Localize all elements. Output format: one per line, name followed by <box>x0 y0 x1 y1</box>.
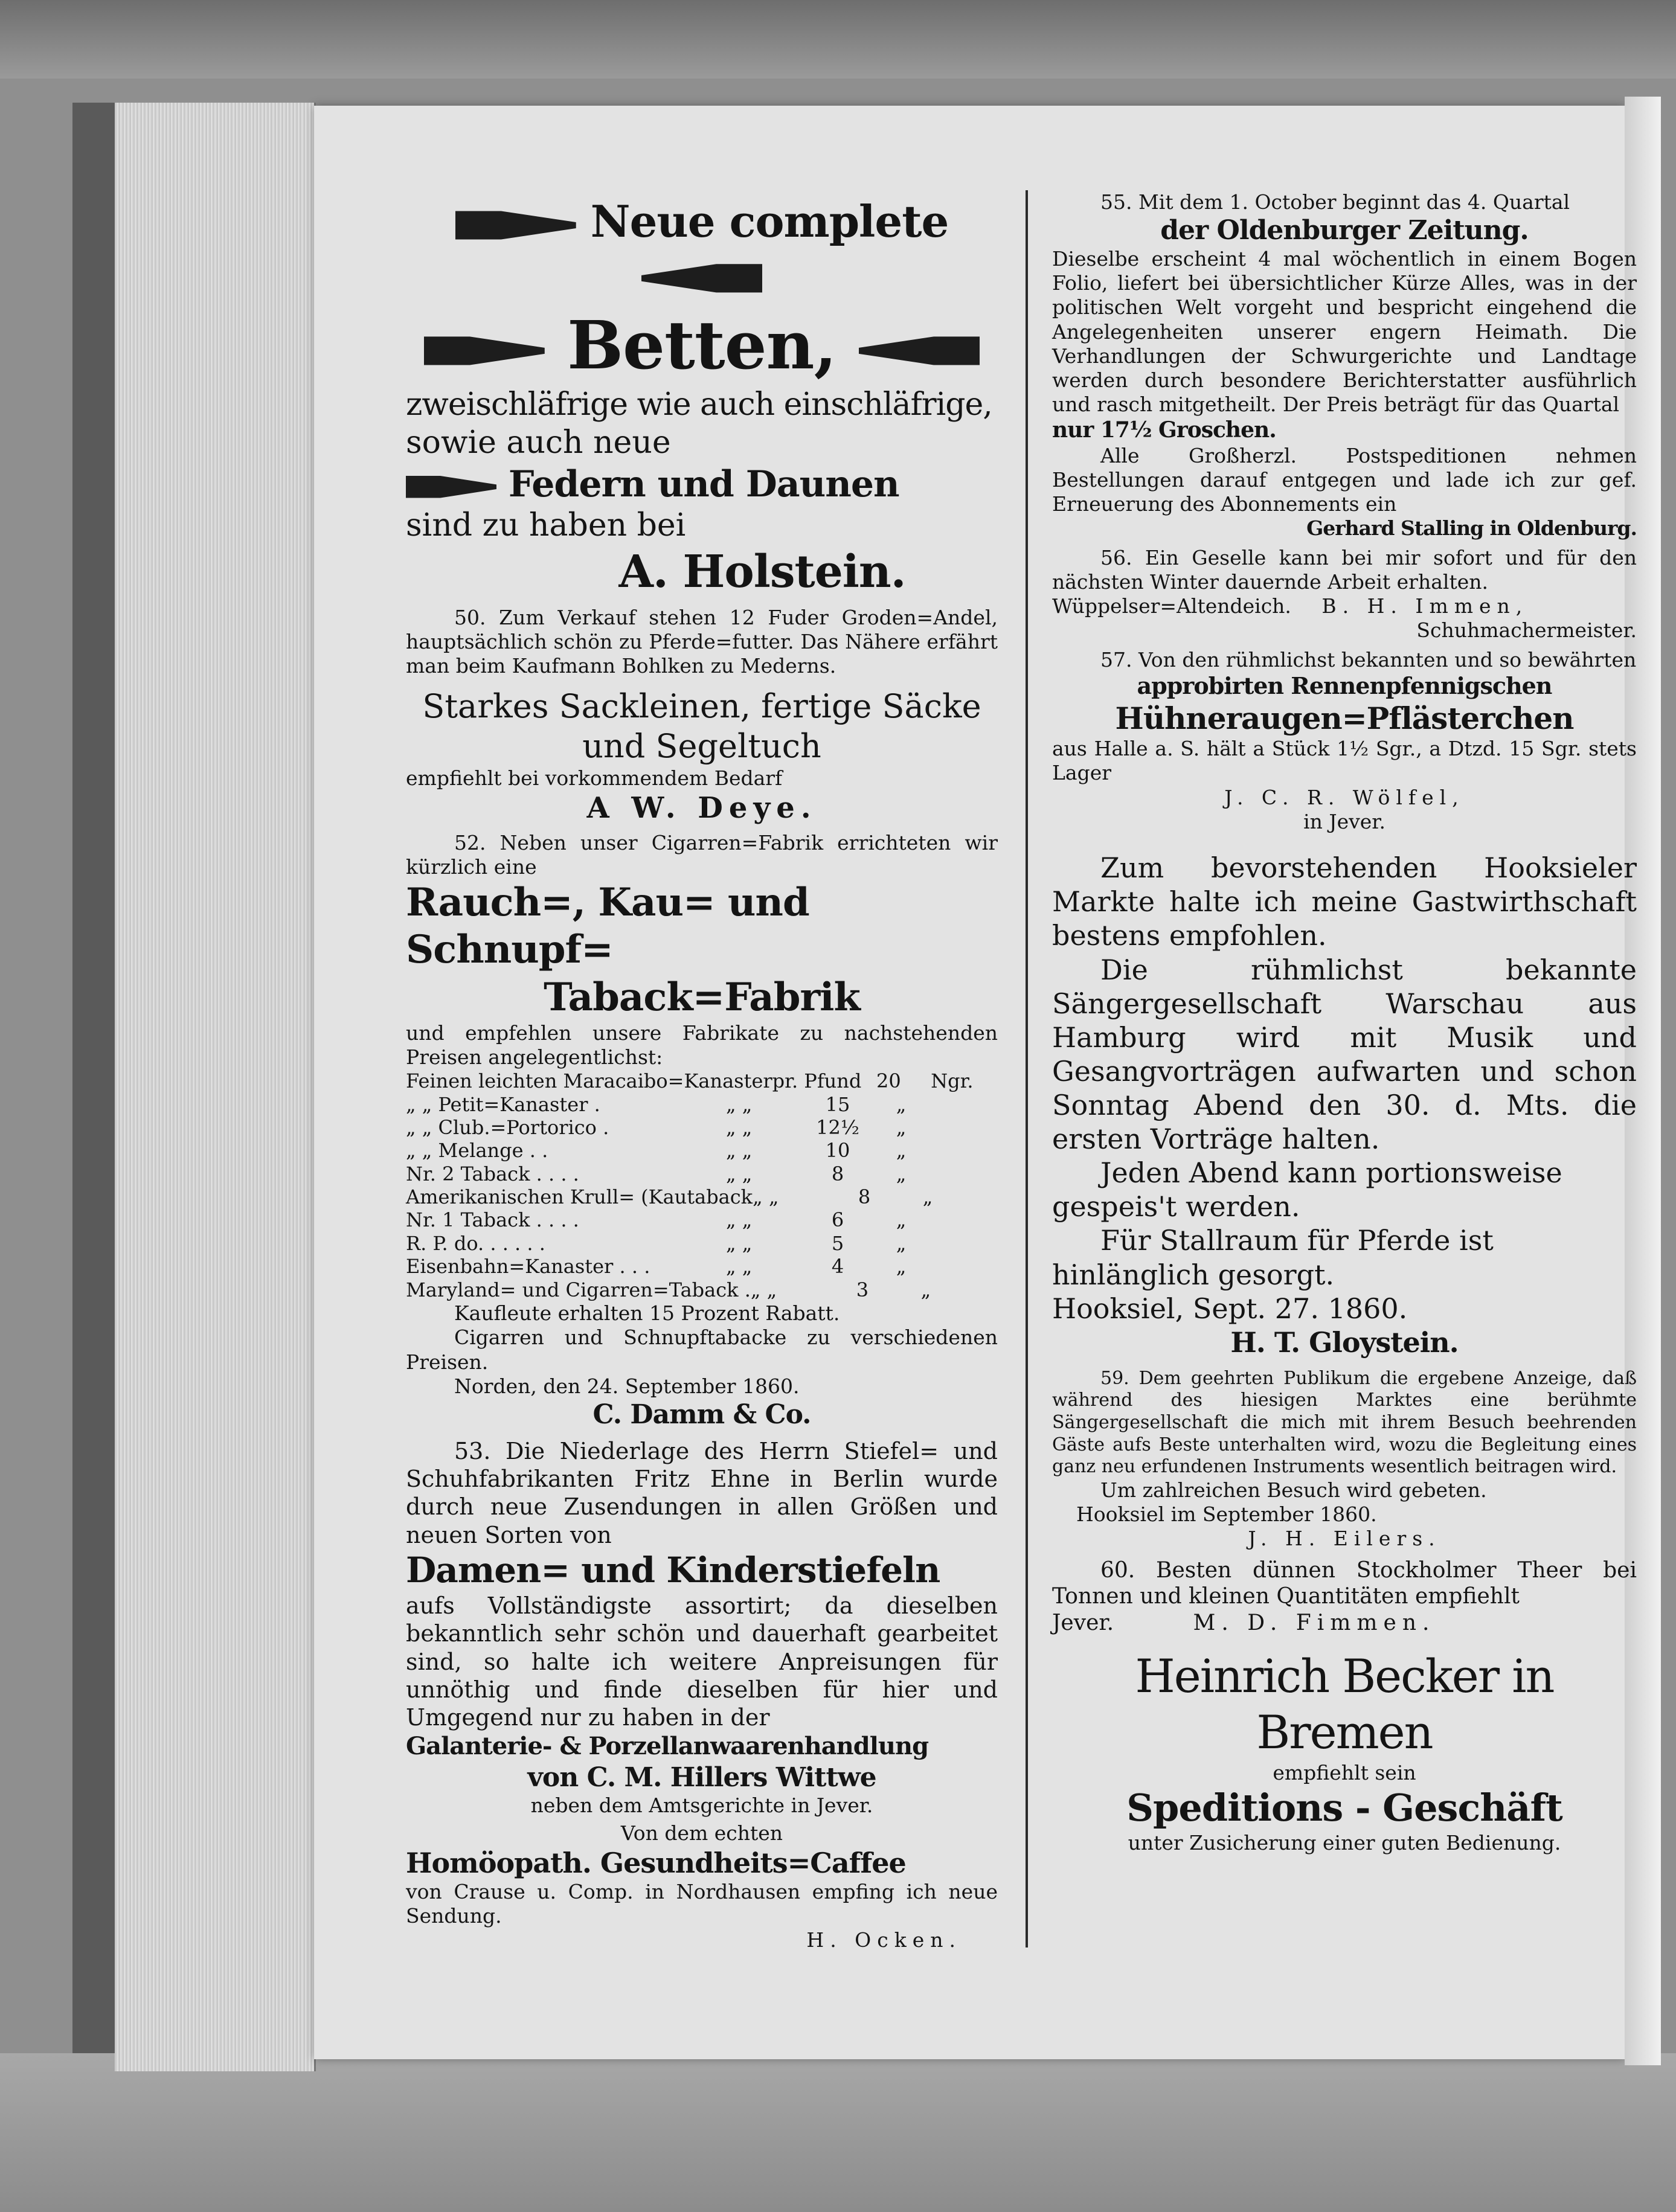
ad-55 <box>1052 190 1637 541</box>
ad-50: 50. Zum Verkauf stehen 12 Fuder Groden=Andel, hauptsächlich schön zu Pferde=futter. Das Nähere erfährt man beim Kaufmann Bohlken zu Mederns. <box>406 605 998 678</box>
ad52-intro: 52. Neben unser Cigarren=Fabrik errichteten wir kürzlich eine <box>406 830 998 879</box>
hooksiel-sign: H. T. Gloystein. <box>1230 1326 1459 1359</box>
ad53-address: neben dem Amtsgerichte in Jever. <box>530 1794 873 1818</box>
table-row: Eisenbahn=Kanaster . . . „ „ 4 „ <box>406 1255 907 1278</box>
ad57-line1: approbirten Rennenpfennigschen <box>1137 672 1552 699</box>
ad-becker <box>1052 1649 1637 1855</box>
betten-line1: zweischläfrige wie auch einschläfrige, <box>406 386 992 423</box>
scan-background-top <box>0 0 1676 79</box>
ad52-text: und empfehlen unsere Fabrikate zu nachstehenden Preisen angelegentlichst: <box>406 1021 998 1069</box>
ad59-request: Um zahlreichen Besuch wird gebeten. <box>1100 1478 1487 1502</box>
ad57-sign: J. C. R. Wölfel, <box>1224 785 1465 809</box>
ad53-shop: Galanterie- & Porzellanwaarenhandlung <box>406 1731 929 1760</box>
becker-line3: unter Zusicherung einer guten Bedienung. <box>1128 1830 1561 1855</box>
ad59-date: Hooksiel im September 1860. <box>1076 1502 1377 1527</box>
ad56-place: Wüppelser=Altendeich. <box>1052 594 1291 618</box>
ad52-cigars: Cigarren und Schnupftabacke zu verschiedenen Preisen. <box>406 1326 998 1374</box>
ad-60 <box>1052 1557 1637 1637</box>
ad59-text: 59. Dem geehrten Publikum die ergebene Anzeige, daß während des hiesigen Marktes eine berühmte Sängergesellschaft die mich mit ihrem Besuch beehrenden Gäste aufs Beste unterhalten wird, wozu die Begleitung eines ganz neu erfundenen Instruments wesentlich beitragen wird. <box>1052 1367 1637 1478</box>
table-row: Amerikanischen Krull= (Kautaback „ „ 8 „ <box>406 1185 933 1209</box>
ad57-text: aus Halle a. S. hält a Stück 1½ Sgr., a Dtzd. 15 Sgr. stets Lager <box>1052 737 1637 785</box>
pointing-hand-icon <box>406 472 496 501</box>
ad-coffee <box>406 1821 998 1952</box>
sack-line2: und Segeltuch <box>582 727 821 766</box>
coffee-line1: Von dem echten <box>620 1821 783 1845</box>
ad56-name: B. H. Immen, <box>1321 594 1529 618</box>
sack-seller: A W. Deye. <box>586 791 817 825</box>
ad55-post: Alle Großherzl. Postspeditionen nehmen Bestellungen darauf entgegen und lade ich zur gef. Erneuerung des Abonnements ein <box>1052 443 1637 516</box>
betten-headline: Neue complete <box>590 196 949 247</box>
left-column <box>406 190 998 1953</box>
betten-seller: A. Holstein. <box>618 546 906 598</box>
pointing-hand-icon <box>641 260 762 297</box>
sack-line3: empfiehlt bei vorkommendem Bedarf <box>406 766 783 790</box>
ad-56 <box>1052 546 1637 643</box>
table-row: „ „ Petit=Kanaster . „ „ 15 „ <box>406 1092 907 1116</box>
ad55-intro: 55. Mit dem 1. October beginnt das 4. Quartal <box>1100 190 1570 214</box>
betten-line3: sind zu haben bei <box>406 507 686 543</box>
coffee-sign: H. Ocken. <box>806 1928 962 1952</box>
becker-heading: Heinrich Becker in Bremen <box>1135 1649 1554 1759</box>
ad55-sign: Gerhard Stalling in Oldenburg. <box>1306 516 1637 540</box>
betten-line2: sowie auch neue <box>406 425 671 461</box>
coffee-heading: Homöopath. Gesundheits=Caffee <box>406 1846 906 1879</box>
ad57-intro: 57. Von den rühmlichst bekannten und so bewährten <box>1100 647 1637 672</box>
ad-59 <box>1052 1368 1637 1551</box>
ad-sackleinen <box>406 687 998 826</box>
ad-57 <box>1052 648 1637 835</box>
table-row: Feinen leichten Maracaibo=Kanaster pr. Pfund 20 Ngr. <box>406 1069 974 1093</box>
ad53-body: aufs Vollständigste assortirt; da dieselben bekanntlich sehr schön und dauerhaft gearbeitet sind, so halte ich weitere Anpreisungen für unnöthig und finde dieselben für hier und Umgegend nur zu haben in der <box>406 1592 998 1731</box>
hooksiel-p4: Für Stallraum für Pferde ist hinlänglich gesorgt. <box>1052 1224 1494 1291</box>
becker-line2: Speditions - Geschäft <box>1126 1785 1562 1830</box>
price-table <box>406 1069 998 1301</box>
ad52-heading1: Rauch=, Kau= und Schnupf= <box>406 880 809 973</box>
ad60-text: 60. Besten dünnen Stockholmer Theer bei Tonnen und kleinen Quantitäten empfiehlt <box>1052 1557 1637 1609</box>
table-row: Maryland= und Cigarren=Taback . „ „ 3 „ <box>406 1278 931 1301</box>
column-divider <box>1026 190 1028 1948</box>
table-row: Nr. 1 Taback . . . . „ „ 6 „ <box>406 1208 907 1232</box>
ad57-line2: Hühneraugen=Pflästerchen <box>1115 700 1574 737</box>
table-row: „ „ Melange . . „ „ 10 „ <box>406 1139 907 1162</box>
right-column <box>1052 190 1637 1855</box>
ad-hooksiel-market <box>1052 851 1637 1359</box>
ad55-body: Dieselbe erscheint 4 mal wöchentlich in einem Bogen Folio, liefert bei übersichtlicher Kürze Alles, was in der politischen Welt vorgeht und bespricht eingehend die Angelegenheiten unserer engern Heimath. Die Verhandlungen der Schwurgerichte und Landtage werden durch besondere Berichterstatter ausführlich und rasch mitgetheilt. Der Preis beträgt für das Quartal <box>1052 246 1637 417</box>
ad57-place: in Jever. <box>1303 809 1385 833</box>
ad55-price: nur 17½ Groschen. <box>1052 417 1276 443</box>
table-row: R. P. do. . . . . . „ „ 5 „ <box>406 1231 907 1255</box>
pointing-hand-icon <box>424 332 545 370</box>
hooksiel-p2: Die rühmlichst bekannte Sängergesellschaft Warschau aus Hamburg wird mit Musik und Gesangvorträgen aufwarten und schon Sonntag Abend den 30. d. Mts. die ersten Vorträge halten. <box>1052 953 1637 1156</box>
ad56-text: 56. Ein Geselle kann bei mir sofort und für den nächsten Winter dauernde Arbeit erhalten. <box>1052 545 1637 594</box>
ad60-place: Jever. <box>1052 1611 1114 1636</box>
pointing-hand-icon <box>859 332 980 370</box>
betten-title: Betten, <box>567 306 836 384</box>
hooksiel-p3: Jeden Abend kann portionsweise gespeis't werden. <box>1052 1156 1562 1223</box>
ad52-date: Norden, den 24. September 1860. <box>454 1374 800 1398</box>
ad-52 <box>406 831 998 1431</box>
ad53-owner: von C. M. Hillers Wittwe <box>527 1762 876 1793</box>
ad52-rabatt: Kaufleute erhalten 15 Prozent Rabatt. <box>454 1301 840 1326</box>
ad53-heading: Damen= und Kinderstiefeln <box>406 1550 940 1591</box>
ad-betten <box>406 195 998 600</box>
ad53-text: 53. Die Niederlage des Herrn Stiefel= und Schuhfabrikanten Fritz Ehne in Berlin wurde durch neue Zusendungen in allen Größen und neuen Sorten von <box>406 1437 998 1548</box>
hooksiel-date: Hooksiel, Sept. 27. 1860. <box>1052 1292 1408 1325</box>
pointing-hand-icon <box>455 207 576 244</box>
ad59-sign: J. H. Eilers. <box>1248 1527 1441 1551</box>
ad52-firm: C. Damm & Co. <box>592 1399 811 1431</box>
ad56-trade: Schuhmachermeister. <box>1416 618 1637 643</box>
hooksiel-p1: Zum bevorstehenden Hooksieler Markte halte ich meine Gastwirthschaft bestens empfohlen. <box>1052 851 1637 952</box>
becker-line1: empfiehlt sein <box>1273 1760 1416 1784</box>
scan-background-bottom <box>0 2053 1676 2212</box>
table-row: „ „ Club.=Portorico . „ „ 12½ „ <box>406 1115 907 1139</box>
ad60-sign: M. D. Fimmen. <box>1193 1611 1436 1636</box>
betten-feathers: Federn und Daunen <box>508 463 899 505</box>
sack-line1: Starkes Sackleinen, fertige Säcke <box>422 687 981 726</box>
ad-53 <box>406 1437 998 1818</box>
page-stack-edge <box>115 103 316 2071</box>
ad55-paper: der Oldenburger Zeitung. <box>1160 215 1529 246</box>
ad52-heading2: Taback=Fabrik <box>544 974 860 1020</box>
coffee-text: von Crause u. Comp. in Nordhausen empfing ich neue Sendung. <box>406 1879 998 1928</box>
table-row: Nr. 2 Taback . . . . „ „ 8 „ <box>406 1162 907 1185</box>
